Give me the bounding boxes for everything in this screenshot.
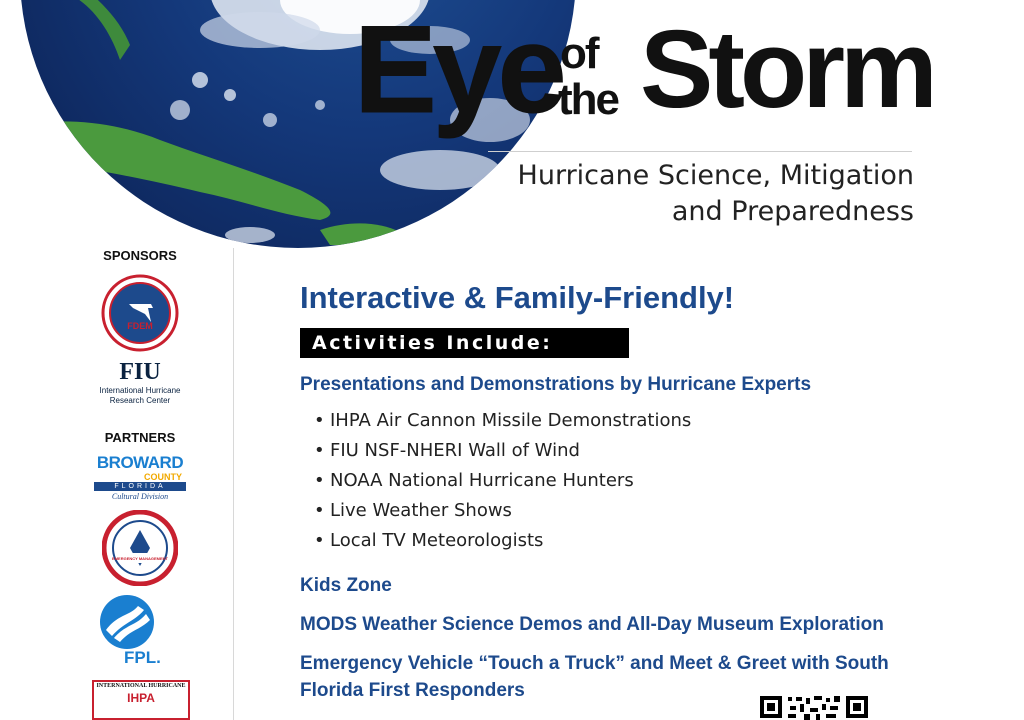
subtitle-line-2: and Preparedness (671, 196, 914, 227)
fdem-seal-logo (101, 274, 179, 352)
subtitle-line-1: Hurricane Science, Mitigation (517, 160, 914, 191)
fiu-logo (84, 358, 196, 406)
broward-line-2: COUNTY (144, 472, 182, 482)
list-item: • Local TV Meteorologists (314, 530, 544, 551)
title-storm: Storm (640, 8, 933, 131)
fiu-logo-text: FIU (119, 359, 161, 385)
list-item: • IHPA Air Cannon Missile Demonstrations (314, 410, 692, 431)
title-eye: Eye (354, 1, 563, 139)
event-subtitle (440, 158, 914, 230)
title-of: of (560, 29, 598, 78)
broward-county-logo (94, 454, 186, 502)
ihpa-logo-text: INTERNATIONAL HURRICANE (96, 683, 186, 689)
title-the: the (558, 75, 618, 124)
list-item: • NOAA National Hurricane Hunters (314, 470, 634, 491)
activities-banner: Activities Include: (300, 328, 629, 358)
event-title (350, 0, 950, 140)
fpl-logo-icon (98, 594, 156, 650)
sidebar-divider (233, 248, 234, 720)
fiu-caption-line-1: International Hurricane (99, 386, 181, 395)
headline: Interactive & Family-Friendly! (300, 280, 735, 315)
section-mods-demos: MODS Weather Science Demos and All-Day Museum Exploration (300, 614, 884, 635)
section-presentations: Presentations and Demonstrations by Hurricane Experts (300, 374, 812, 395)
qr-code-image[interactable] (758, 692, 870, 720)
broward-line-4: Cultural Division (111, 492, 169, 501)
ihpa-logo-abbr: IHPA (127, 691, 155, 705)
fpl-logo-text: FPL. (124, 648, 161, 667)
broward-line-1: BROWARD (96, 453, 184, 472)
section-kids-zone: Kids Zone (300, 575, 392, 596)
sponsors-heading: SPONSORS (103, 248, 177, 263)
title-divider (488, 151, 912, 152)
ihpa-logo (92, 680, 190, 720)
section-touch-a-truck-line-2: Florida First Responders (300, 680, 525, 701)
list-item: • FIU NSF-NHERI Wall of Wind (314, 440, 580, 461)
fdem-logo-text: FDEM (127, 321, 153, 331)
list-item: • Live Weather Shows (314, 500, 512, 521)
section-touch-a-truck-line-1: Emergency Vehicle “Touch a Truck” and Meet & Greet with South (300, 653, 889, 674)
em-logo-text: EMERGENCY MANAGEMENT (112, 556, 168, 561)
partners-heading: PARTNERS (104, 430, 176, 445)
broward-line-3: FLORIDA (94, 482, 186, 491)
activities-bullet-list (314, 406, 691, 556)
fiu-caption-line-2: Research Center (109, 396, 171, 405)
emergency-management-seal-logo (102, 510, 178, 586)
